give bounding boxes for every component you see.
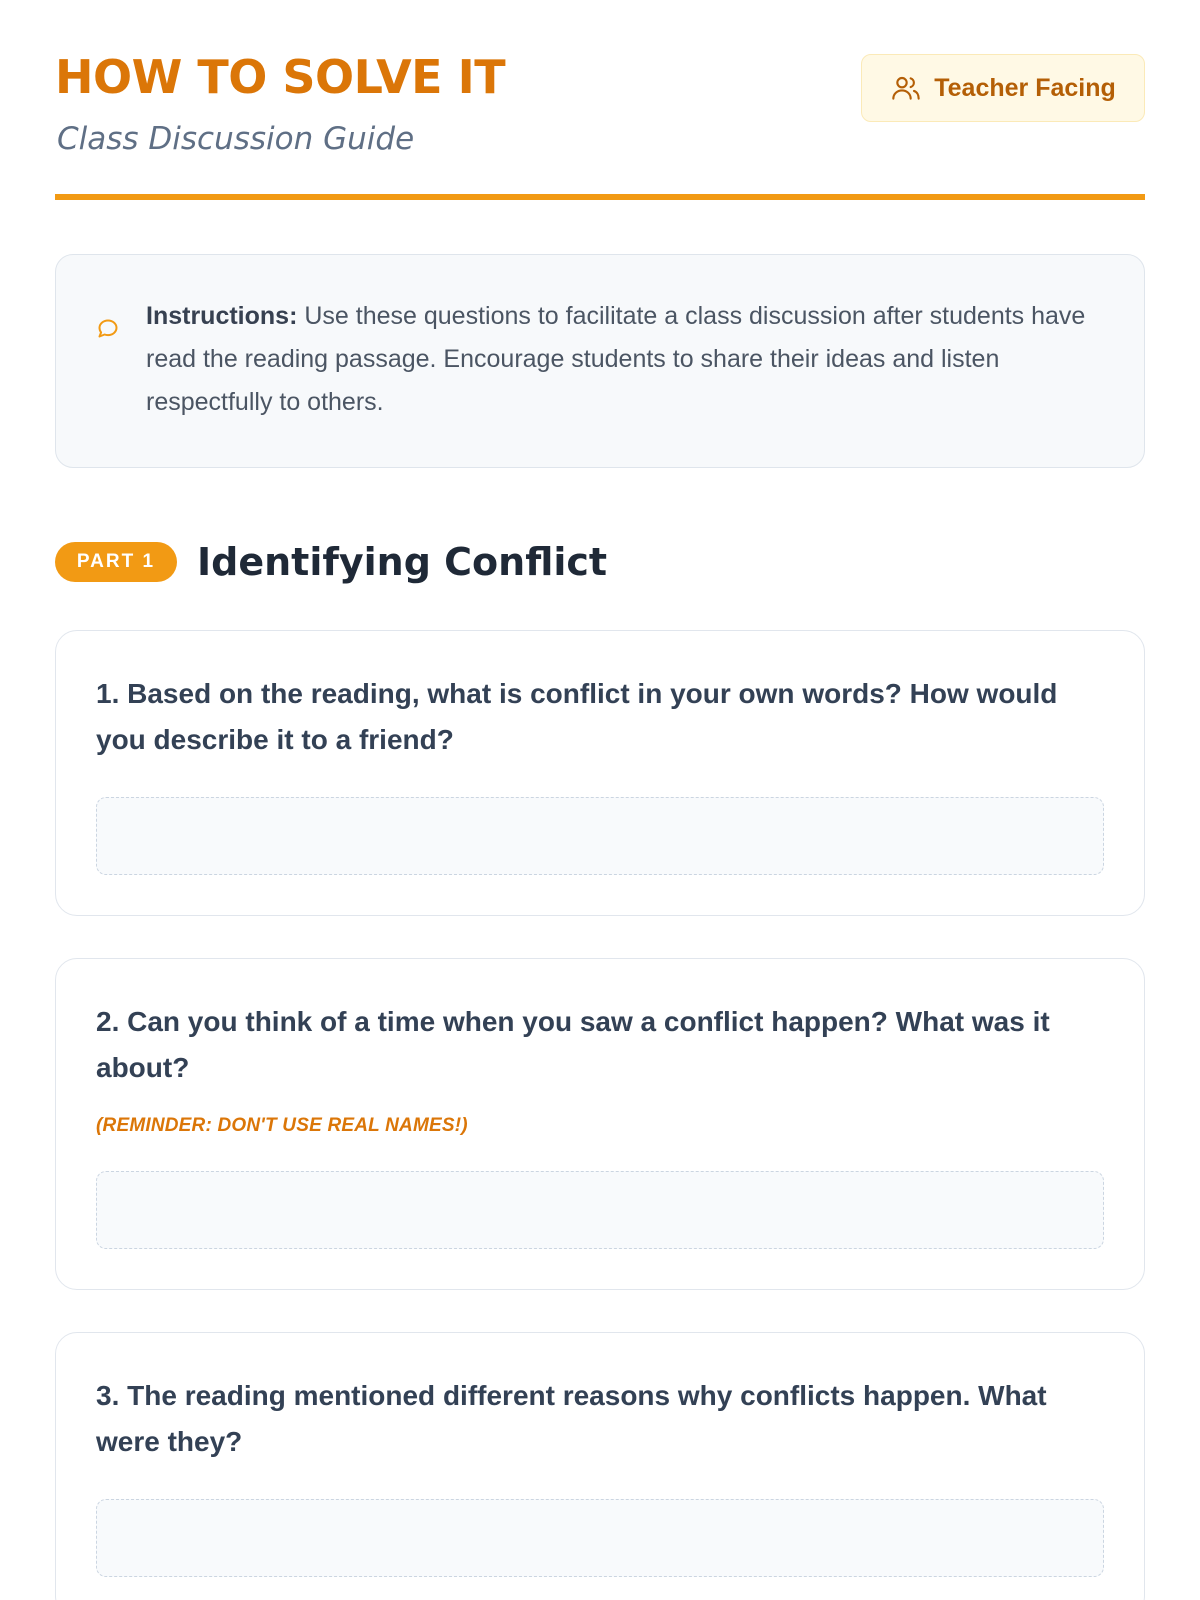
- users-icon: [890, 72, 922, 104]
- header: [55, 0, 1145, 200]
- instructions-body: Use these questions to facilitate a class discussion after students have read the reading passage. Encourage students to share their ideas and listen respectfully to others.: [146, 302, 1086, 416]
- answer-box[interactable]: [96, 797, 1104, 875]
- part-pill: PART 1: [55, 542, 177, 582]
- part-title: Identifying Conflict: [197, 540, 608, 584]
- teacher-facing-label: Teacher Facing: [934, 73, 1116, 102]
- question-text: 3. The reading mentioned different reasons why conflicts happen. What were they?: [96, 1380, 1047, 1457]
- answer-box[interactable]: [96, 1499, 1104, 1577]
- reminder-note: (REMINDER: DON'T USE REAL NAMES!): [96, 1115, 468, 1136]
- question-text: 2. Can you think of a time when you saw a conflict happen? What was it about?: [96, 1006, 1050, 1083]
- answer-box[interactable]: [96, 1171, 1104, 1249]
- page-subtitle: Class Discussion Guide: [57, 121, 415, 157]
- chat-bubble-icon: [96, 317, 120, 345]
- question-text: 1. Based on the reading, what is conflict in your own words? How would you describe it to a friend?: [96, 678, 1058, 755]
- instructions-panel: [55, 254, 1145, 468]
- question-card: [55, 630, 1145, 916]
- question-card: [55, 958, 1145, 1290]
- part-heading: [55, 538, 1145, 586]
- instructions-label: Instructions:: [146, 302, 298, 330]
- teacher-facing-badge: [861, 54, 1145, 122]
- page-title: HOW TO SOLVE IT: [55, 50, 506, 104]
- question-card: [55, 1332, 1145, 1600]
- instructions-text: [146, 295, 1094, 424]
